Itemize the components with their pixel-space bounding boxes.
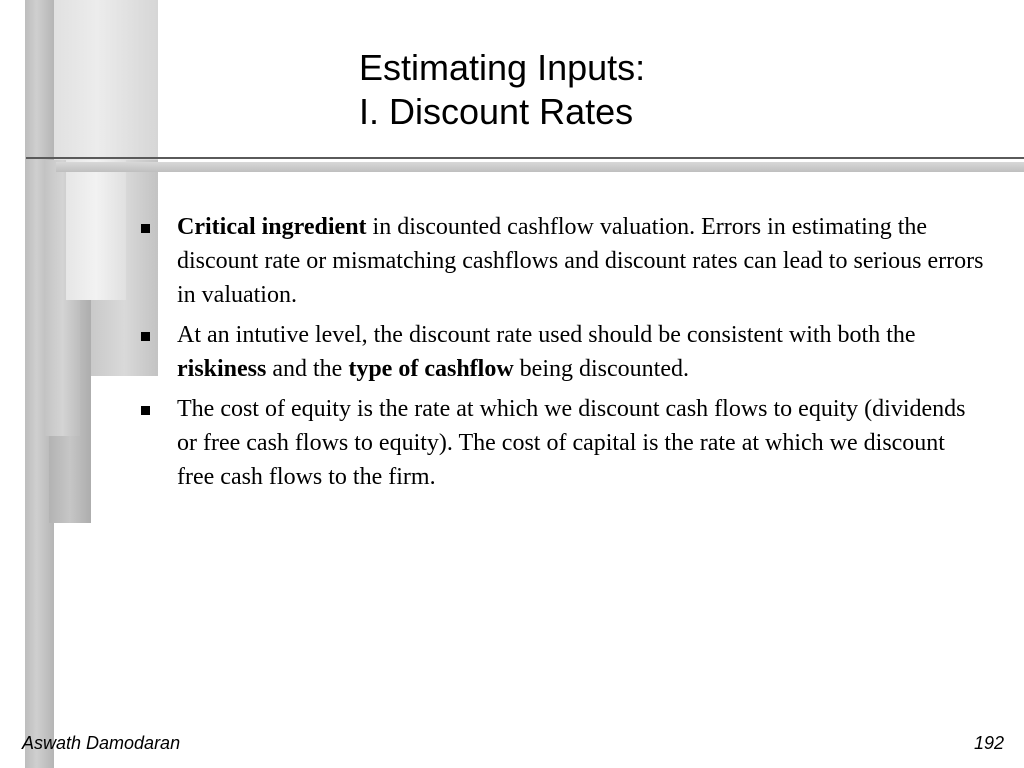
bullet-bold-text: riskiness xyxy=(177,356,267,382)
bullet-bold-text: Critical ingredient xyxy=(177,214,367,240)
square-bullet-icon xyxy=(141,224,150,233)
bullet-bold-text: type of cashflow xyxy=(348,356,514,382)
bullet-text: being discounted. xyxy=(513,356,689,382)
bullet-text: and the xyxy=(266,356,349,382)
bullet-text: The cost of equity is the rate at which we discount cash flows to equity (dividends or free cash flows to equity). The cost of capital is the rate at which we discount free cash flows to the firm. xyxy=(177,396,966,490)
decorative-bar xyxy=(66,160,126,300)
square-bullet-icon xyxy=(141,406,150,415)
title-divider-line xyxy=(26,157,1024,159)
slide-title-line2: I. Discount Rates xyxy=(359,91,634,132)
square-bullet-icon xyxy=(141,332,150,341)
bullet-item xyxy=(138,318,988,386)
bullet-list xyxy=(138,210,988,500)
slide-title xyxy=(359,46,645,134)
bullet-text: At an intutive level, the discount rate used should be consistent with both the xyxy=(177,322,916,348)
title-divider-band xyxy=(56,162,1024,172)
bullet-item xyxy=(138,392,988,494)
footer-page-number: 192 xyxy=(973,733,1004,753)
bullet-item xyxy=(138,210,988,312)
footer-author: Aswath Damodaran xyxy=(22,733,181,753)
slide-title-line1: Estimating Inputs: xyxy=(359,47,646,88)
bullet-text: in discounted cashflow valuation. Errors in estimating the discount rate or mismatching cashflows and discount rates can lead to serious errors in valuation. xyxy=(177,214,984,308)
